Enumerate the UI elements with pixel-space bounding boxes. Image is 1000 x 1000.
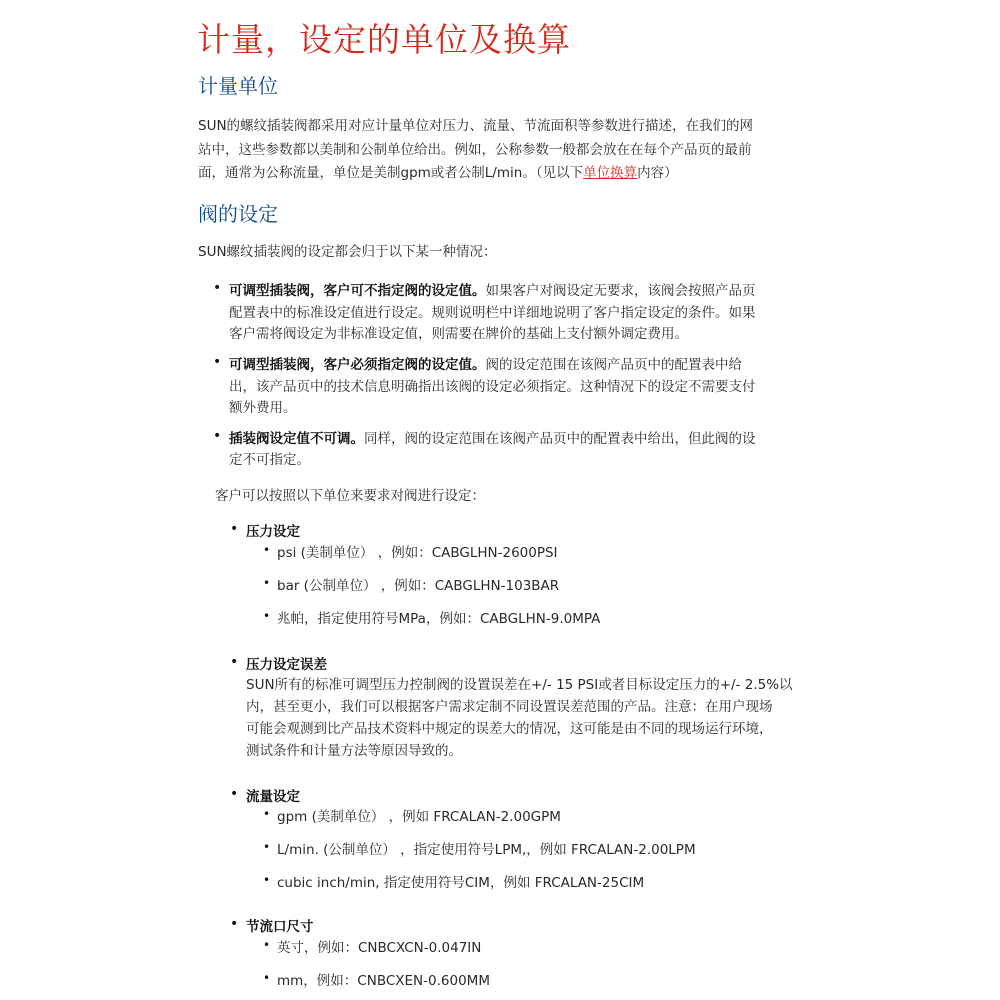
bullet-dot: • (213, 354, 222, 370)
list-item-text: 阀的设定范围在该阀产品页中的配置表中给 (485, 357, 742, 373)
list-item-title: 可调型插装阀，客户可不指定阀的设定值。 (229, 283, 486, 299)
tolerance-line: SUN所有的标准可调型压力控制阀的设置误差在+/- 15 PSI或者目标设定压力的+/- 2.5%以 (246, 677, 793, 693)
pressure-item: psi (美制单位） ，例如：CABGLHN-2600PSI (277, 545, 558, 561)
list-item-line: 配置表中的标准设定值进行设定。规则说明栏中详细地说明了客户指定设定的条件。如果 (229, 305, 756, 321)
bullet-dot: • (213, 280, 222, 296)
page-title: 计量，设定的单位及换算 (197, 20, 571, 59)
list-item-title: 插装阀设定值不可调。 (229, 431, 364, 447)
paragraph-text: 面，通常为公称流量，单位是美制gpm或者公制L/min。（见以下 (198, 165, 584, 181)
list-item-line: 客户需将阀设定为非标准设定值，则需要在牌价的基础上支付额外调定费用。 (229, 326, 688, 342)
settings-intro: SUN螺纹插装阀的设定都会归于以下某一种情况： (198, 244, 497, 260)
pressure-item: 兆帕，指定使用符号MPa，例如：CABGLHN-9.0MPA (277, 611, 601, 627)
section-heading-valve-settings: 阀的设定 (198, 202, 278, 226)
tolerance-line: 可能会观测到比产品技术资料中规定的误差大的情况，这可能是由不同的现场运行环境， (246, 721, 773, 737)
orifice-item: mm，例如：CNBCXEN-0.600MM (277, 973, 490, 989)
bullet-dot: • (213, 428, 222, 444)
pressure-item: bar (公制单位） ，例如：CABGLHN-103BAR (277, 578, 560, 594)
list-item-line: 额外费用。 (229, 400, 297, 416)
paragraph-line: SUN的螺纹插装阀都采用对应计量单位对压力、流量、节流面积等参数进行描述，在我们的网 (198, 118, 754, 134)
sub-bullet-dot: • (263, 576, 271, 590)
sub-bullet-dot: • (263, 938, 271, 952)
sub-bullet-dot: • (263, 543, 271, 557)
list-item-line: 定不可指定。 (229, 452, 310, 468)
request-intro: 客户可以按照以下单位来要求对阀进行设定： (215, 488, 485, 504)
bullet-dot: • (230, 916, 239, 932)
list-item-text: 如果客户对阀设定无要求，该阀会按照产品页 (485, 283, 756, 299)
orifice-item: 英寸，例如：CNBCXCN-0.047IN (277, 940, 482, 956)
paragraph-line: 站中，这些参数都以美制和公制单位给出。例如，公称参数一般都会放在在每个产品页的最前 (198, 142, 752, 158)
flow-item: cubic inch/min, 指定使用符号CIM，例如 FRCALAN-25CIM (277, 875, 645, 891)
flow-item: L/min. (公制单位） ，指定使用符号LPM,，例如 FRCALAN-2.00LPM (277, 842, 696, 858)
list-item-text: 同样，阀的设定范围在该阀产品页中的配置表中给出，但此阀的设 (364, 431, 756, 447)
list-item (229, 427, 756, 447)
section-heading-measurement-units: 计量单位 (198, 74, 278, 98)
pressure-tolerance-label: 压力设定误差 (246, 657, 327, 673)
list-item-line: 出，该产品页中的技术信息明确指出该阀的设定必须指定。这种情况下的设定不需要支付 (229, 379, 756, 395)
pressure-setting-label: 压力设定 (246, 524, 300, 540)
list-item (229, 279, 756, 299)
sub-bullet-dot: • (263, 971, 271, 985)
sub-bullet-dot: • (263, 807, 271, 821)
bullet-dot: • (230, 654, 239, 670)
unit-conversion-link[interactable]: 单位换算 (583, 165, 638, 181)
tolerance-line: 内，甚至更小，我们可以根据客户需求定制不同设置误差范围的产品。注意：在用户现场 (246, 699, 773, 715)
flow-item: gpm (美制单位） ，例如 FRCALAN-2.00GPM (277, 809, 561, 825)
sub-bullet-dot: • (263, 873, 271, 887)
paragraph-text: 内容） (637, 165, 678, 181)
bullet-dot: • (230, 521, 239, 537)
orifice-size-label: 节流口尺寸 (246, 919, 314, 935)
tolerance-line: 测试条件和计量方法等原因导致的。 (246, 743, 462, 759)
paragraph-line (198, 161, 678, 181)
sub-bullet-dot: • (263, 609, 271, 623)
list-item (229, 353, 742, 373)
list-item-title: 可调型插装阀，客户必须指定阀的设定值。 (229, 357, 486, 373)
bullet-dot: • (230, 786, 239, 802)
flow-setting-label: 流量设定 (246, 789, 300, 805)
sub-bullet-dot: • (263, 840, 271, 854)
